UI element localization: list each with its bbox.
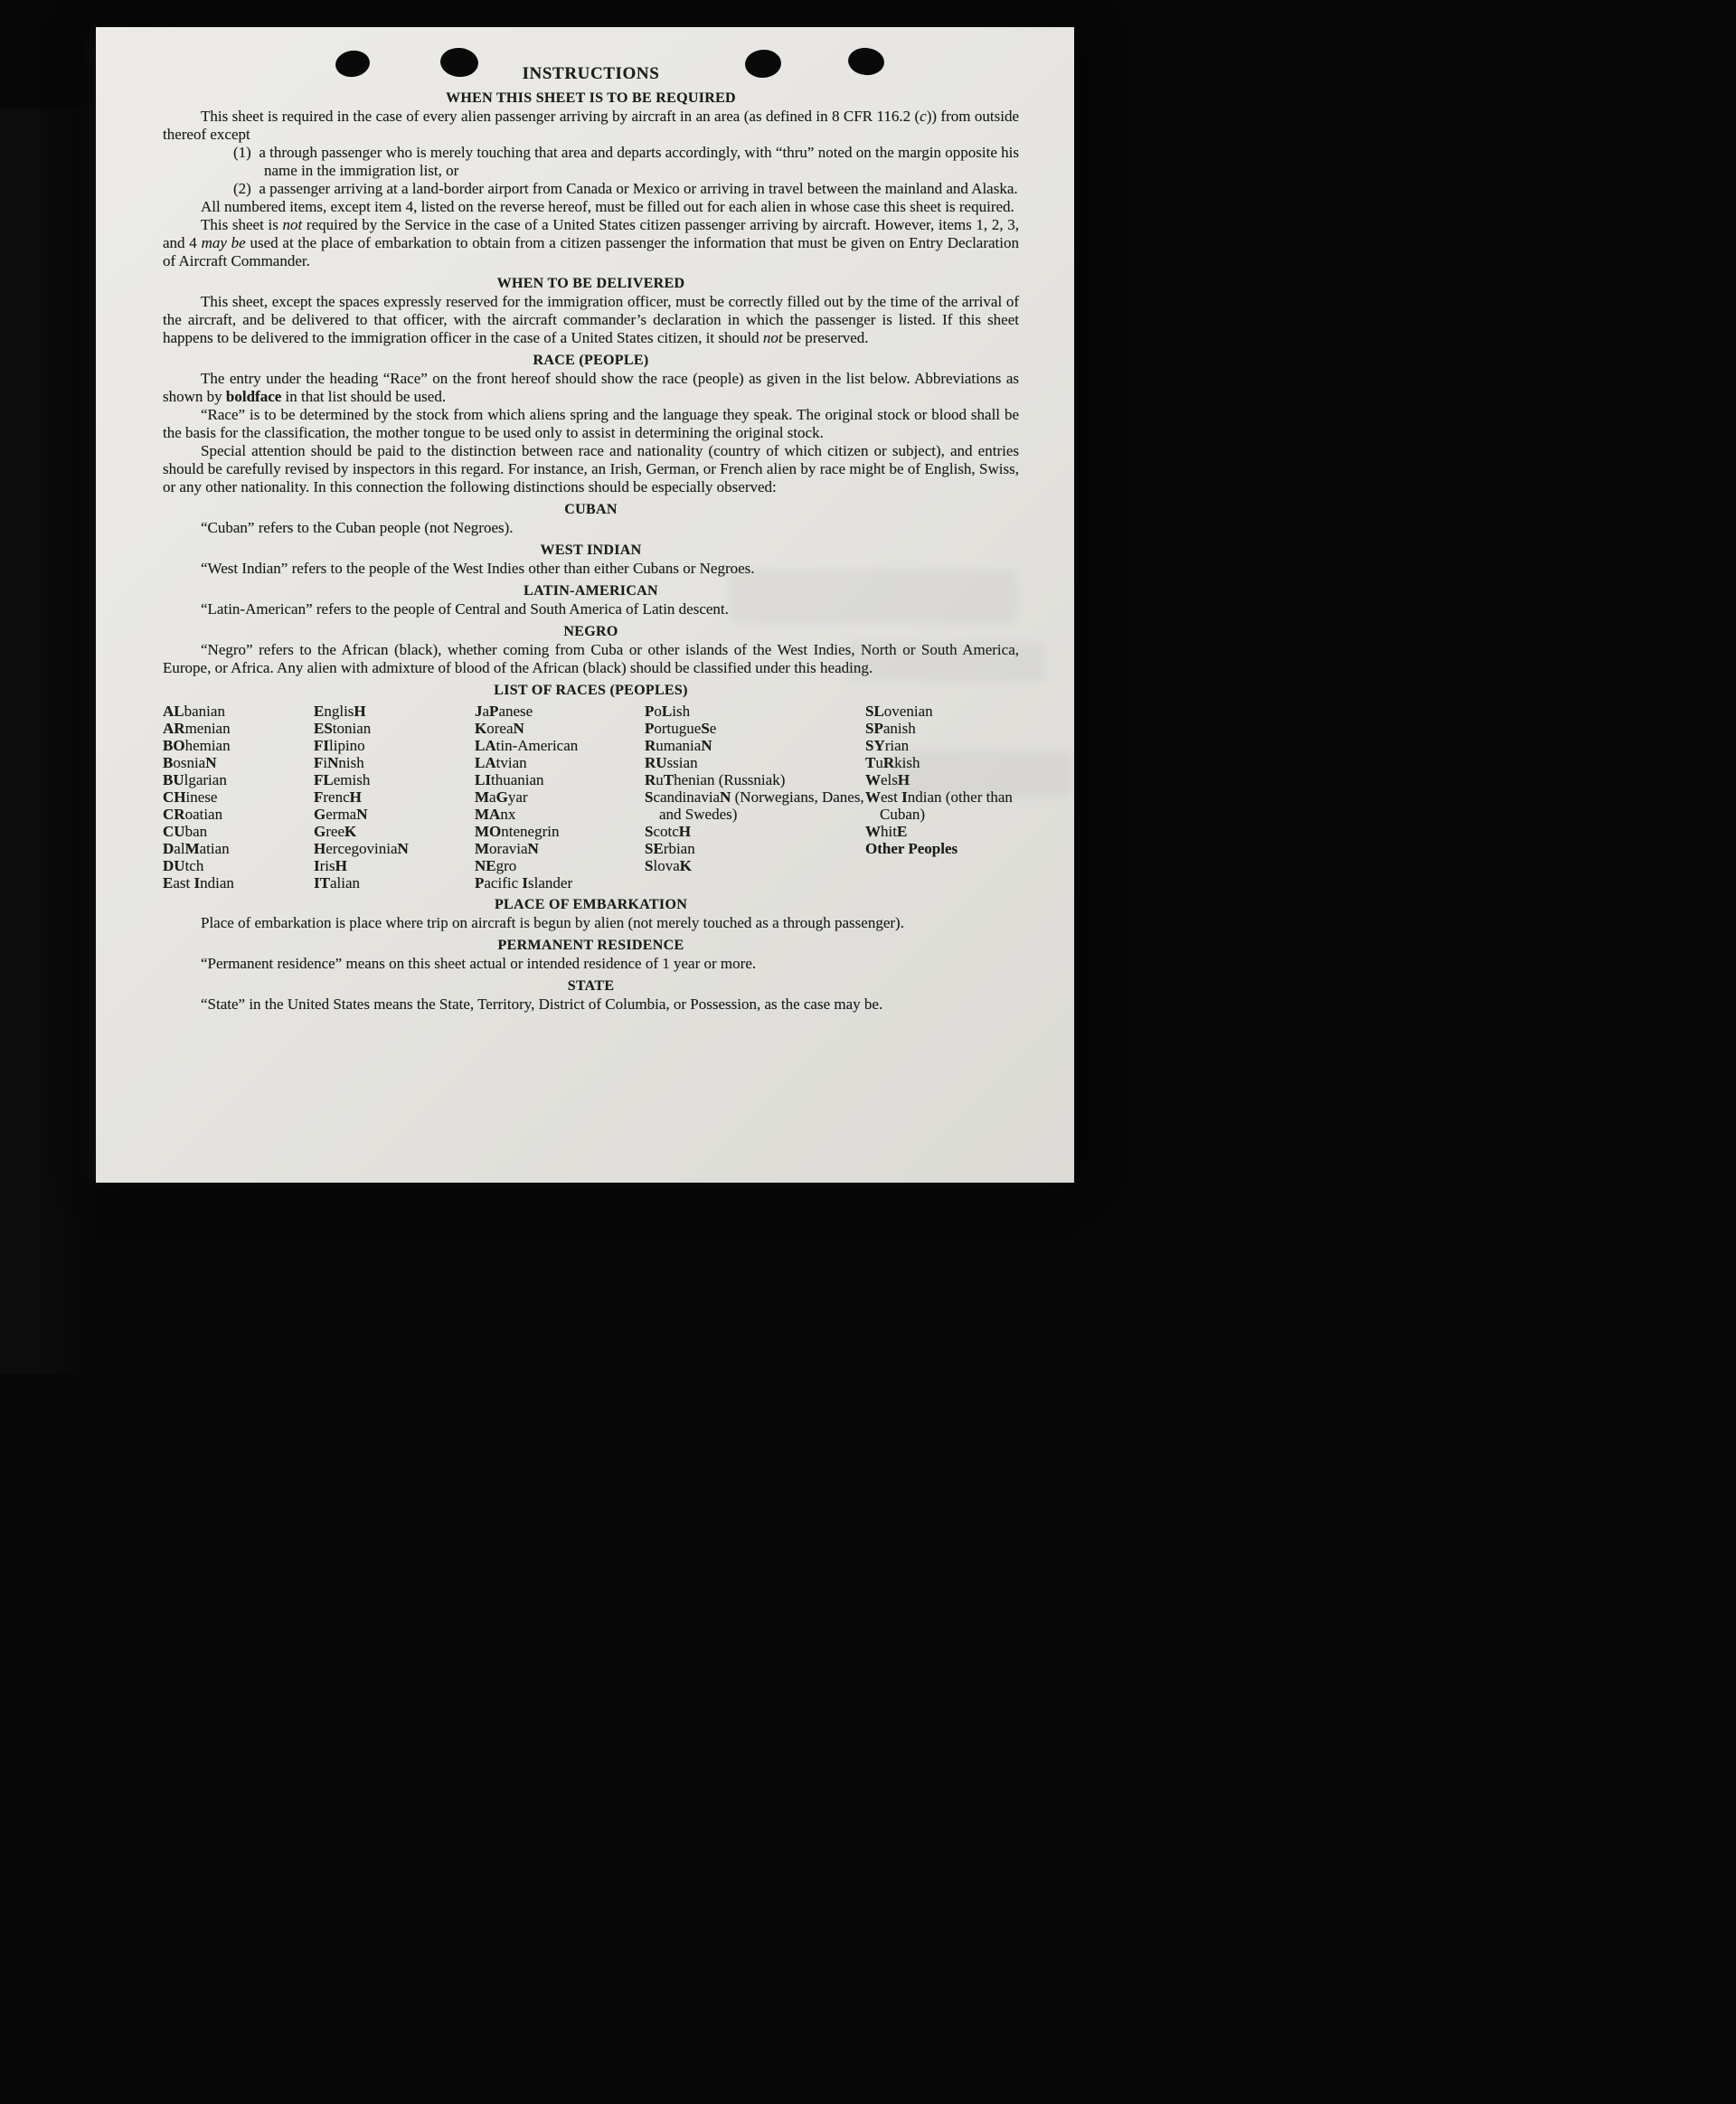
race-item: EnglisH — [314, 703, 366, 720]
race-item: GermaN — [314, 806, 368, 823]
race-item: BUlgarian — [163, 771, 227, 788]
document-page — [96, 27, 1074, 1183]
races-column — [314, 703, 475, 892]
race-item: LIthuanian — [475, 771, 544, 788]
race-item: SErbian — [645, 840, 695, 857]
race-item: Other Peoples — [865, 840, 958, 857]
races-column — [475, 703, 645, 892]
paragraph: Place of embarkation is place where trip on aircraft is begun by alien (not merely touched as a through passenger). — [201, 914, 904, 931]
race-item: WelsH — [865, 771, 910, 788]
section-heading: STATE — [567, 978, 615, 994]
paragraph: This sheet is required in the case of every alien passenger arriving by aircraft in an area (as defined in 8 CFR 116.2 (c)) from outside thereof except — [163, 108, 1019, 143]
race-item: NEgro — [475, 857, 517, 874]
race-item: HercegoviniaN — [314, 840, 409, 857]
race-item: SYrian — [865, 737, 910, 754]
race-item: WhitE — [865, 823, 908, 840]
race-item: ALbanian — [163, 703, 225, 720]
race-item: RumaniaN — [645, 737, 712, 754]
race-item: DUtch — [163, 857, 204, 874]
race-item: TuRkish — [865, 754, 920, 771]
race-item: LAtin-American — [475, 737, 579, 754]
race-item: MaGyar — [475, 788, 528, 806]
races-list — [163, 703, 1019, 892]
section-heading: LIST OF RACES (PEOPLES) — [494, 683, 688, 698]
race-item: LAtvian — [475, 754, 527, 771]
race-item: Pacific Islander — [475, 874, 573, 892]
race-item: IrisH — [314, 857, 347, 874]
race-item: PortugueSe — [645, 720, 717, 737]
section-heading: CUBAN — [564, 502, 618, 517]
section-heading: WHEN TO BE DELIVERED — [496, 276, 685, 291]
section-heading: LATIN-AMERICAN — [524, 583, 658, 599]
section-heading: PLACE OF EMBARKATION — [494, 897, 688, 912]
numbered-item: (2) a passenger arriving at a land-border airport from Canada or Mexico or arriving in travel between the mainland and Alaska. — [233, 180, 1018, 197]
section-heading: WEST INDIAN — [540, 543, 642, 558]
document-content — [96, 63, 1074, 1014]
race-item: MoraviaN — [475, 840, 539, 857]
race-item: JaPanese — [475, 703, 533, 720]
paragraph: All numbered items, except item 4, listed on the reverse hereof, must be filled out for each alien in whose case this sheet is required. — [201, 198, 1014, 215]
race-item: MOntenegrin — [475, 823, 560, 840]
paragraph: “Permanent residence” means on this sheet actual or intended residence of 1 year or more. — [201, 955, 757, 972]
numbered-item: (1) a through passenger who is merely touching that area and departs accordingly, with “thru” noted on the margin opposite his name in the immigration list, or — [233, 144, 1019, 179]
races-column — [163, 703, 314, 892]
race-item: CHinese — [163, 788, 218, 806]
section-heading: RACE (PEOPLE) — [533, 353, 649, 368]
race-item: ITalian — [314, 874, 361, 892]
race-item: ARmenian — [163, 720, 231, 737]
paragraph: This sheet, except the spaces expressly reserved for the immigration officer, must be correctly filled out by the time of the arrival of the aircraft, and be delivered to that officer, with the aircraft commander’s declaration in which the passenger is listed. If this sheet happens to be delivered to the immigration officer in the case of a United States citizen, it should not be preserved. — [163, 293, 1019, 346]
race-item: MAnx — [475, 806, 516, 823]
section-heading: PERMANENT RESIDENCE — [497, 938, 684, 953]
paragraph: “State” in the United States means the State, Territory, District of Columbia, or Possession, as the case may be. — [201, 995, 883, 1013]
paragraph: The entry under the heading “Race” on the front hereof should show the race (people) as given in the list below. Abbreviations as shown by boldface in that list should be used. — [163, 370, 1019, 405]
paragraph: This sheet is not required by the Service in the case of a United States citizen passenger arriving by aircraft. However, items 1, 2, 3, and 4 may be used at the place of embarkation to obtain from a citizen passenger the information that must be given on Entry Declaration of Aircraft Commander. — [163, 216, 1020, 269]
race-item: SPanish — [865, 720, 916, 737]
section-heading: NEGRO — [563, 624, 618, 639]
item-number: (1) — [233, 144, 251, 161]
race-item: SLovenian — [865, 703, 933, 720]
race-item: ScotcH — [645, 823, 692, 840]
document-title: INSTRUCTIONS — [522, 64, 660, 83]
race-item: EStonian — [314, 720, 372, 737]
section-heading: WHEN THIS SHEET IS TO BE REQUIRED — [446, 90, 736, 106]
race-item: KoreaN — [475, 720, 524, 737]
race-item: RuThenian (Russniak) — [645, 771, 786, 788]
paragraph: “Negro” refers to the African (black), whether coming from Cuba or other islands of the West Indies, North or South America, Europe, or Africa. Any alien with admixture of blood of the African (black) should be classified under this heading. — [163, 641, 1019, 676]
race-item: RUssian — [645, 754, 698, 771]
race-item: ScandinaviaN (Norwegians, Danes, and Swedes) — [645, 788, 864, 823]
race-item: CRoatian — [163, 806, 223, 823]
paragraph: “Cuban” refers to the Cuban people (not Negroes). — [201, 519, 514, 536]
paragraph: “West Indian” refers to the people of the West Indies other than either Cubans or Negroes. — [201, 560, 755, 577]
race-item: West Indian (other than Cuban) — [865, 788, 1013, 823]
race-item: DalMatian — [163, 840, 230, 857]
race-item: FiNnish — [314, 754, 364, 771]
race-item: CUban — [163, 823, 208, 840]
race-item: PoLish — [645, 703, 691, 720]
race-item: FrencH — [314, 788, 362, 806]
race-item: GreeK — [314, 823, 357, 840]
race-item: FLemish — [314, 771, 371, 788]
races-column — [865, 703, 1019, 892]
race-item: BosniaN — [163, 754, 217, 771]
item-number: (2) — [233, 180, 251, 197]
scan-edge-streak — [0, 109, 99, 1374]
race-item: FIlipino — [314, 737, 365, 754]
paragraph: Special attention should be paid to the distinction between race and nationality (country of which citizen or subject), and entries should be carefully revised by inspectors in this regard. For instance, an Irish, German, or French alien by race might be of English, Swiss, or any other nationality. In this connection the following distinctions should be especially observed: — [163, 442, 1019, 495]
race-item: East Indian — [163, 874, 234, 892]
race-item: SlovaK — [645, 857, 692, 874]
paragraph: “Latin-American” refers to the people of Central and South America of Latin descent. — [201, 600, 729, 618]
race-item: BOhemian — [163, 737, 231, 754]
races-column — [645, 703, 865, 892]
paragraph: “Race” is to be determined by the stock from which aliens spring and the language they speak. The original stock or blood shall be the basis for the classification, the mother tongue to be used only to assist in determining the original stock. — [163, 406, 1019, 441]
